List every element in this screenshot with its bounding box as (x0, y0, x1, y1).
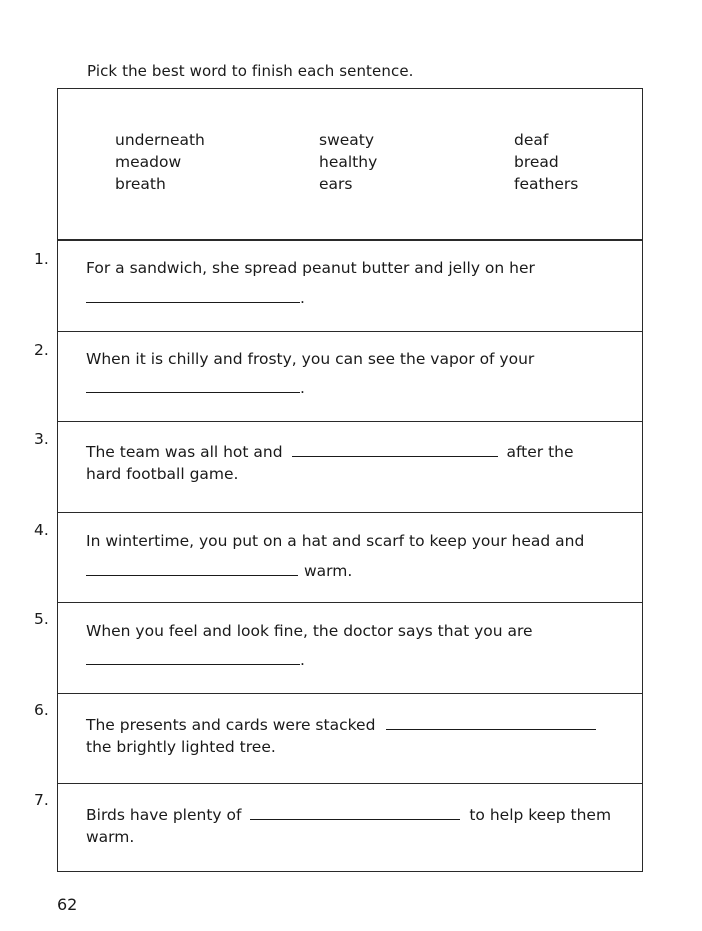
sentence-part: . (300, 651, 305, 669)
question-text (86, 350, 534, 368)
word-bank-column-1 (115, 129, 205, 195)
question-text (86, 532, 584, 550)
word-bank-column-2 (319, 129, 377, 195)
question-text-line-2: the brightly lighted tree. (86, 738, 276, 756)
question-text-line-2 (86, 651, 305, 669)
answer-blank[interactable] (86, 563, 298, 576)
question-text (86, 716, 596, 734)
answer-blank[interactable] (292, 444, 498, 457)
sentence-part: The team was all hot and (86, 443, 283, 461)
question-row-6 (58, 694, 642, 784)
item-number: 1. (34, 250, 49, 268)
word-bank-word: breath (115, 175, 166, 193)
sentence-part: to help keep them (469, 806, 612, 824)
instructions: Pick the best word to finish each sentence. (87, 62, 414, 80)
sentence-part: warm. (304, 562, 353, 580)
sentence-part: The presents and cards were stacked (86, 716, 376, 734)
item-number: 2. (34, 341, 49, 359)
answer-blank[interactable] (386, 717, 596, 730)
sentence-part: . (300, 379, 305, 397)
sentence-part: Birds have plenty of (86, 806, 242, 824)
sentence-part: When it is chilly and frosty, you can see the vapor of your (86, 350, 535, 368)
question-text (86, 622, 533, 640)
question-row-3 (58, 422, 642, 513)
word-bank-word: sweaty (319, 131, 375, 149)
sentence-part: . (300, 289, 305, 307)
question-row-4 (58, 513, 642, 603)
item-number: 6. (34, 701, 49, 719)
word-bank-word: meadow (115, 153, 182, 171)
word-bank-word: ears (319, 175, 353, 193)
question-row-7 (58, 784, 642, 873)
question-text (86, 259, 535, 277)
item-number: 3. (34, 430, 49, 448)
word-bank-word: feathers (514, 175, 579, 193)
sentence-part: after the (506, 443, 574, 461)
item-number: 4. (34, 521, 49, 539)
sentence-part: For a sandwich, she spread peanut butter and jelly on her (86, 259, 535, 277)
question-text-line-2 (86, 379, 305, 397)
worksheet-box (57, 88, 643, 872)
question-text-line-2: hard football game. (86, 465, 239, 483)
question-text-line-2 (86, 562, 352, 580)
question-text-line-2 (86, 289, 305, 307)
answer-blank[interactable] (86, 380, 300, 393)
answer-blank[interactable] (86, 652, 300, 665)
question-text (86, 806, 611, 824)
word-bank-column-3 (514, 129, 578, 195)
sentence-part: In wintertime, you put on a hat and scarf to keep your head and (86, 532, 585, 550)
word-bank-word: underneath (115, 131, 205, 149)
word-bank-word: healthy (319, 153, 378, 171)
word-bank-word: deaf (514, 131, 549, 149)
item-number: 7. (34, 791, 49, 809)
item-number: 5. (34, 610, 49, 628)
question-row-1 (58, 241, 642, 332)
word-bank (58, 89, 642, 241)
question-text-line-2: warm. (86, 828, 135, 846)
page-number: 62 (57, 895, 78, 914)
sentence-part: When you feel and look fine, the doctor says that you are (86, 622, 533, 640)
question-row-5 (58, 603, 642, 694)
question-text (86, 443, 574, 461)
answer-blank[interactable] (86, 290, 300, 303)
word-bank-word: bread (514, 153, 559, 171)
answer-blank[interactable] (250, 807, 460, 820)
question-row-2 (58, 332, 642, 422)
